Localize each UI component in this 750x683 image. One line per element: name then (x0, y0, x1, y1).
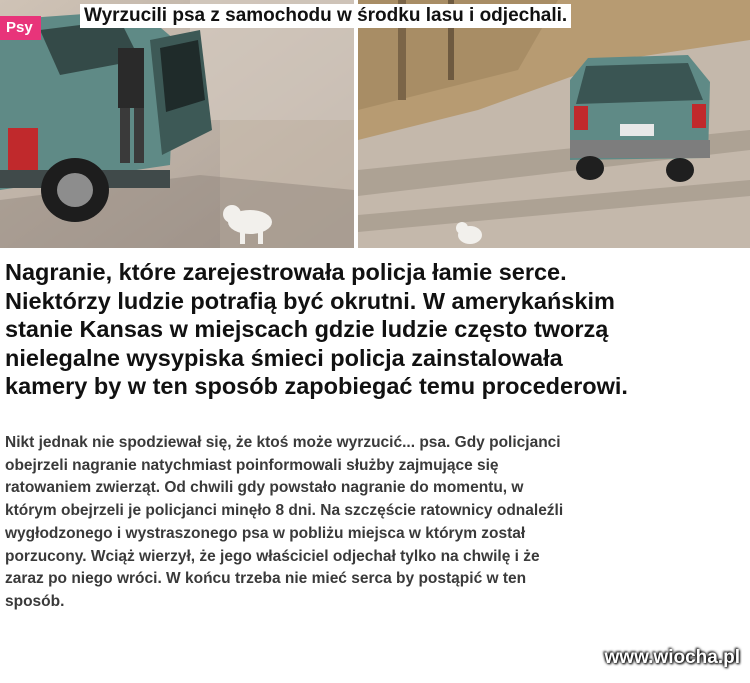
lead-line: nielegalne wysypiska śmieci policja zainstalowała (5, 344, 563, 371)
lead-line: Nagranie, które zarejestrowała policja łamie serce. (5, 259, 567, 285)
headline-banner: Wyrzucili psa z samochodu w środku lasu i odjechali. (80, 4, 571, 28)
body-line: sposób. (5, 592, 65, 610)
body-line: Nikt jednak nie spodziewał się, że ktoś może wyrzucić... psa. Gdy policjanci (5, 434, 561, 451)
body-line: wygłodzonego i wystraszonego psa w pobliżu miejsca w którym został (5, 524, 526, 542)
lead-line: Niektórzy ludzie potrafią być okrutni. W amerykańskim (5, 287, 615, 314)
photo-right-car-driving-away (358, 0, 750, 248)
category-tag-psy[interactable]: Psy (0, 16, 41, 40)
body-line: którym obejrzeli je policjanci minęło 8 dni. Na szczęście ratownicy odnaleźli (5, 502, 564, 520)
body-paragraph (5, 432, 747, 614)
photo-left-car-open-door (0, 0, 354, 248)
lead-line: stanie Kansas w miejscach gdzie ludzie często tworzą (5, 316, 609, 342)
body-line: zaraz po niego wróci. W końcu trzeba nie mieć serca by postąpić w ten (5, 570, 527, 588)
body-line: obejrzeli nagranie natychmiast poinformowali służby zajmujące się (5, 456, 499, 474)
body-line: porzucony. Wciąż wierzył, że jego właściciel odjechał tylko na chwilę i że (5, 547, 540, 565)
lead-line: kamery by w ten sposób zapobiegać temu procederowi. (5, 373, 628, 399)
lead-paragraph (5, 258, 747, 401)
site-watermark: www.wiocha.pl (604, 647, 740, 668)
body-line: ratowaniem zwierząt. Od chwili gdy powstało nagranie do momentu, w (5, 479, 524, 497)
